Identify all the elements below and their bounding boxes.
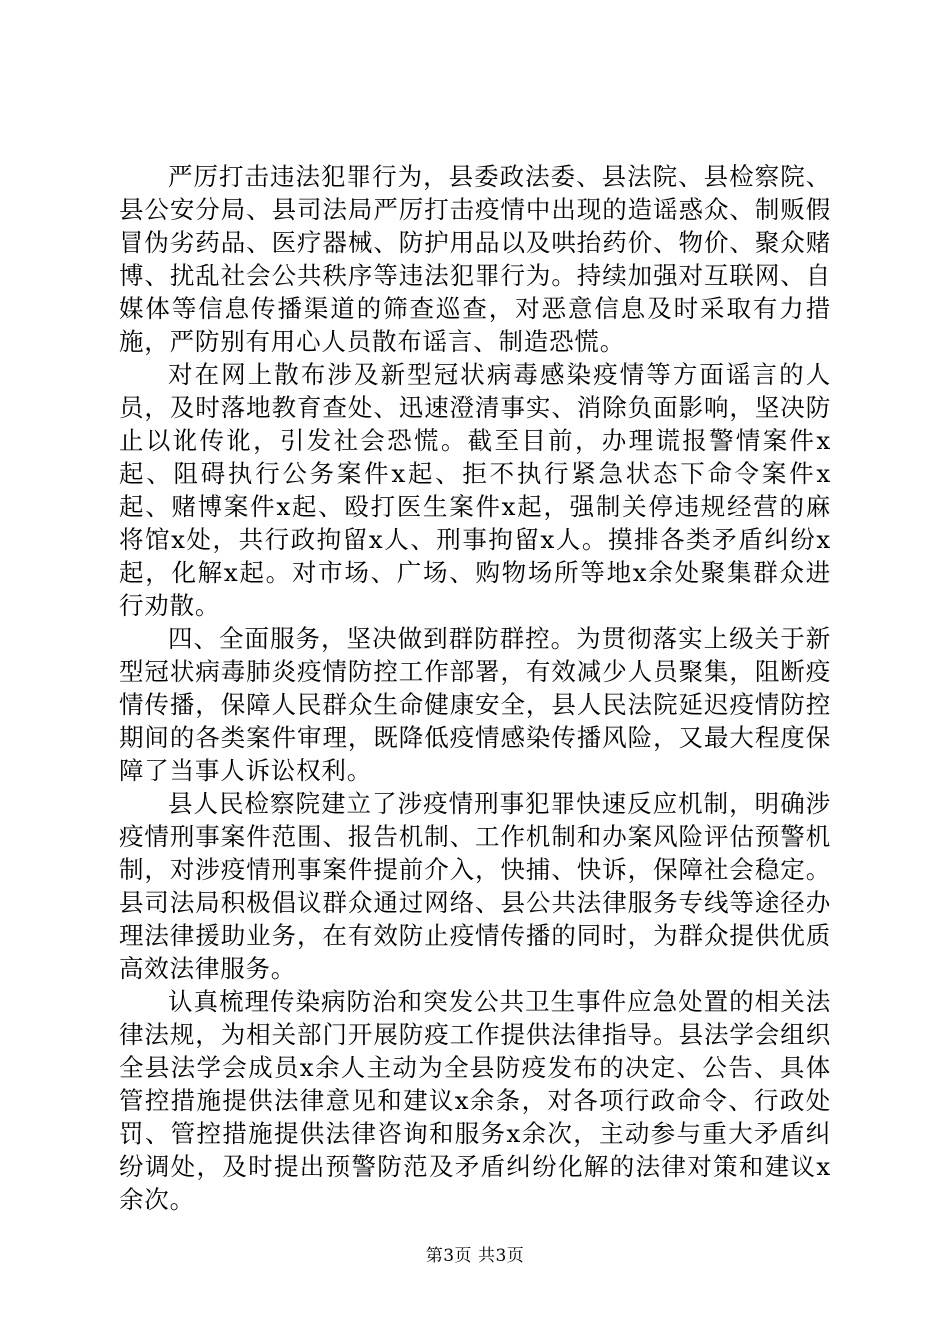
document-body	[119, 160, 831, 1216]
page-number-footer: 第3页 共3页	[425, 1246, 525, 1266]
paragraph: 对在网上散布涉及新型冠状病毒感染疫情等方面谣言的人员，及时落地教育查处、迅速澄清事实、消除负面影响，坚决防止以讹传讹，引发社会恐慌。截至目前，办理谎报警情案件x起、阻碍执行公务案件x起、拒不执行紧急状态下命令案件x起、赌博案件x起、殴打医生案件x起，强制关停违规经营的麻将馆x处，共行政拘留x人、刑事拘留x人。摸排各类矛盾纠纷x起，化解x起。对市场、广场、购物场所等地x余处聚集群众进行劝散。	[119, 360, 831, 620]
paragraph: 县人民检察院建立了涉疫情刑事犯罪快速反应机制，明确涉疫情刑事案件范围、报告机制、工作机制和办案风险评估预警机制，对涉疫情刑事案件提前介入，快捕、快诉，保障社会稳定。县司法局积极倡议群众通过网络、县公共法律服务专线等途径办理法律援助业务，在有效防止疫情传播的同时，为群众提供优质高效法律服务。	[119, 789, 831, 983]
paragraph: 认真梳理传染病防治和突发公共卫生事件应急处置的相关法律法规，为相关部门开展防疫工作提供法律指导。县法学会组织全县法学会成员x余人主动为全县防疫发布的决定、公告、具体管控措施提供法律意见和建议x余条，对各项行政命令、行政处罚、管控措施提供法律咨询和服务x余次，主动参与重大矛盾纠纷调处，及时提出预警防范及矛盾纠纷化解的法律对策和建议x余次。	[119, 987, 831, 1214]
paragraph: 四、全面服务，坚决做到群防群控。为贯彻落实上级关于新型冠状病毒肺炎疫情防控工作部署，有效减少人员聚集，阻断疫情传播，保障人民群众生命健康安全，县人民法院延迟疫情防控期间的各类案件审理，既降低疫情感染传播风险，又最大程度保障了当事人诉讼权利。	[119, 624, 831, 785]
paragraph: 严厉打击违法犯罪行为，县委政法委、县法院、县检察院、县公安分局、县司法局严厉打击疫情中出现的造谣惑众、制贩假冒伪劣药品、医疗器械、防护用品以及哄抬药价、物价、聚众赌博、扰乱社会公共秩序等违法犯罪行为。持续加强对互联网、自媒体等信息传播渠道的筛查巡查，对恶意信息及时采取有力措施，严防别有用心人员散布谣言、制造恐慌。	[119, 162, 831, 356]
